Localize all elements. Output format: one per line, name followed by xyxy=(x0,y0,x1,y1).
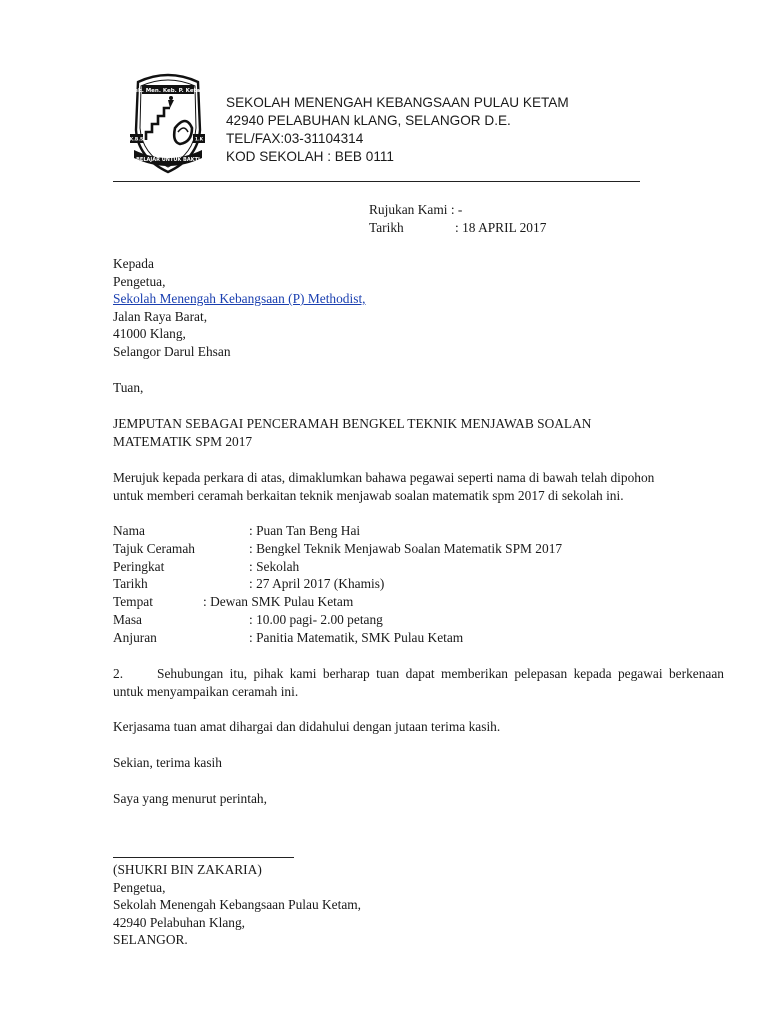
reference-date-value: : 18 APRIL 2017 xyxy=(455,220,547,235)
details-value: : Sekolah xyxy=(249,558,300,574)
svg-text:BELAJAR UNTUK BAKTI: BELAJAR UNTUK BAKTI xyxy=(136,157,200,163)
recipient-title: Pengetua, xyxy=(113,273,166,289)
closing-line: Sekian, terima kasih xyxy=(113,755,222,770)
intro-line-2: untuk memberi ceramah berkaitan teknik menjawab soalan matematik spm 2017 di sekolah ini. xyxy=(113,487,624,503)
signatory-block xyxy=(113,861,361,949)
school-crest-logo xyxy=(120,70,216,176)
subject-line-2: MATEMATIK SPM 2017 xyxy=(113,433,253,449)
intro-line-1: Merujuk kepada perkara di atas, dimaklumkan bahawa pegawai seperti nama di bawah telah dipohon xyxy=(113,470,655,485)
signatory-state: SELANGOR. xyxy=(113,932,188,947)
paragraph-2-text: Sehubungan itu, pihak kami berharap tuan dapat memberikan pelepasan kepada pegawai berkenaan untuk menyampaikan ceramah ini. xyxy=(113,666,724,699)
signatory-school: Sekolah Menengah Kebangsaan Pulau Ketam, xyxy=(113,897,362,912)
details-value: : Dewan SMK Pulau Ketam xyxy=(203,594,354,610)
signoff-line: Saya yang menurut perintah, xyxy=(113,791,267,806)
school-address: 42940 PELABUHAN kLANG, SELANGOR D.E. xyxy=(226,113,511,128)
recipient-kepada: Kepada xyxy=(113,256,154,271)
recipient-block xyxy=(113,255,366,360)
recipient-state: Selangor Darul Ehsan xyxy=(113,343,231,359)
signatory-name: (SHUKRI BIN ZAKARIA) xyxy=(113,862,262,877)
recipient-street: Jalan Raya Barat, xyxy=(113,308,208,324)
subject-line-1: JEMPUTAN SEBAGAI PENCERAMAH BENGKEL TEKNIK MENJAWAB SOALAN xyxy=(113,416,592,431)
recipient-city: 41000 Klang, xyxy=(113,326,186,341)
signatory-address: 42940 Pelabuhan Klang, xyxy=(113,914,246,930)
school-name: SEKOLAH MENENGAH KEBANGSAAN PULAU KETAM xyxy=(226,95,569,110)
svg-text:K.B.S: K.B.S xyxy=(129,137,144,143)
thanks-line: Kerjasama tuan amat dihargai dan didahului dengan jutaan terima kasih. xyxy=(113,719,501,734)
school-telfax: TEL/FAX:03-31104314 xyxy=(226,131,364,146)
details-label: Peringkat xyxy=(113,558,165,574)
svg-text:Sek. Men. Keb. P. Ketam: Sek. Men. Keb. P. Ketam xyxy=(130,88,206,94)
details-label: Masa xyxy=(113,611,143,627)
details-label: Nama xyxy=(113,523,145,538)
signatory-title: Pengetua, xyxy=(113,879,166,895)
details-value: : 10.00 pagi- 2.00 petang xyxy=(249,611,383,627)
subject xyxy=(113,415,591,450)
reference-date-label: Tarikh xyxy=(369,220,404,235)
letterhead-divider xyxy=(113,181,640,182)
details-label: Tempat xyxy=(113,594,153,610)
details-value: : Panitia Matematik, SMK Pulau Ketam xyxy=(249,629,464,645)
intro-paragraph xyxy=(113,469,654,504)
salutation: Tuan, xyxy=(113,380,144,395)
paragraph-2 xyxy=(113,665,724,700)
details-label: Tarikh xyxy=(113,576,148,592)
reference-rujukan: Rujukan Kami : - xyxy=(369,202,463,217)
details-value: : Puan Tan Beng Hai xyxy=(249,523,361,538)
details-value: : 27 April 2017 (Khamis) xyxy=(249,576,385,592)
recipient-school-link: Sekolah Menengah Kebangsaan (P) Methodist, xyxy=(113,291,366,306)
svg-text:1.K: 1.K xyxy=(194,137,204,143)
details-label: Anjuran xyxy=(113,629,157,645)
school-code: KOD SEKOLAH : BEB 0111 xyxy=(226,149,394,164)
details-value: : Bengkel Teknik Menjawab Soalan Matematik SPM 2017 xyxy=(249,540,563,556)
signature-line xyxy=(113,857,294,858)
details-label: Tajuk Ceramah xyxy=(113,540,195,556)
paragraph-2-number: 2. xyxy=(113,666,124,681)
letterhead xyxy=(226,94,569,166)
